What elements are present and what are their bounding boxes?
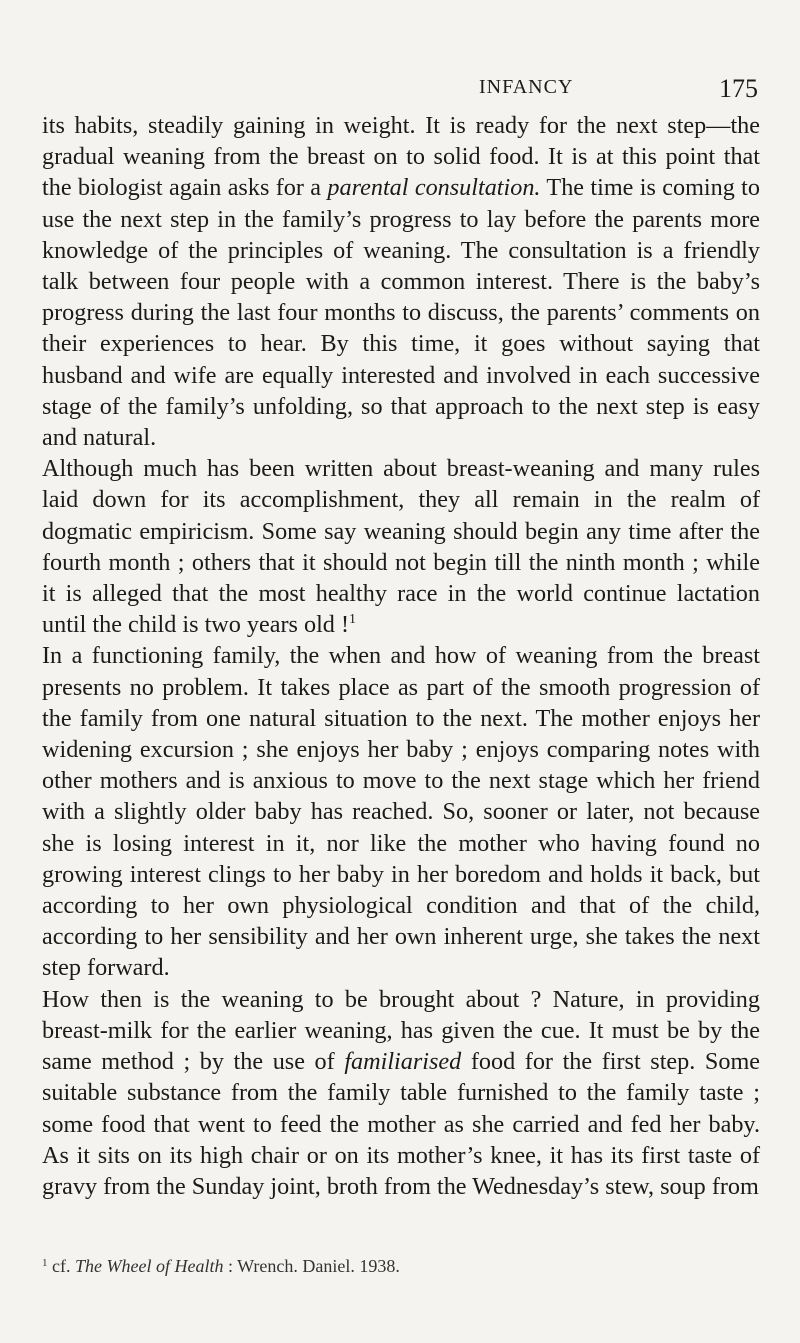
paragraph-text: In a functioning family, the when and how of weaning from the breast presents no problem. It takes place as part of the smooth progression of the family from one natural situation to the next. The mother enjoys her widening excursion ; she enjoys her baby ; enjoys comparing notes with other mothers and is anxious to move to the next stage which her friend with a slightly older baby has reached. So, sooner or later, not because she is losing interest in it, nor like the mother who having found no growing interest clings to her baby in her boredom and holds it back, but according to her own physiological condition and that of the child, according to her sensibility and her own inherent urge, she takes the next step forward. (42, 642, 760, 982)
footnote-reference: 1 (349, 612, 356, 628)
running-head: INFANCY (479, 76, 574, 98)
footnote-marker: 1 (42, 1257, 48, 1269)
paragraph-1 (42, 110, 760, 453)
footnote-title: The Wheel of Health (74, 1256, 224, 1276)
footnote-suffix: : Wrench. Daniel. 1938. (223, 1256, 400, 1276)
emphasis-text: familiarised (344, 1048, 462, 1076)
paragraph-text: How then is the weaning to be brought about ? Nature, in providing breast-milk for the earlier weaning, has given the cue. It must be by the same method ; by the use of (42, 985, 760, 1076)
paragraph-text: The time is coming to use the next step in the family’s progress to lay before the parents more knowledge of the principles of weaning. The consultation is a friendly talk between four people with a common interest. There is the baby’s progress during the last four months to discuss, the parents’ comments on their experiences to hear. By this time, it goes without saying that husband and wife are equally interested and involved in each successive stage of the family’s unfolding, so that approach to the next step is easy and natural. (42, 174, 760, 452)
paragraph-text: its habits, steadily gaining in weight. It is ready for the next step—the gradual weaning from the breast on to solid food. It is at this point that the biologist again asks for a (42, 112, 760, 202)
emphasis-text: parental consultation. (327, 174, 541, 202)
paragraph-text: food for the first step. Some suitable substance from the family table furnished to the family taste ; some food that went to feed the mother as she carried and fed her baby. As it sits on its high chair or on its mother’s knee, it has its first taste of gravy from the Sunday joint, broth from the Wednesday’s stew, soup from (42, 1048, 760, 1200)
footnote-prefix: cf. (52, 1256, 75, 1276)
page-header (109, 74, 758, 104)
footnote (42, 1255, 760, 1277)
paragraph-text: Although much has been written about breast-weaning and many rules laid down for its accomplishment, they all remain in the realm of dogmatic empiricism. Some say weaning should begin any time after the fourth month ; others that it should not begin till the ninth month ; while it is alleged that the most healthy race in the world continue lactation until the child is two years old ! (42, 455, 760, 639)
paragraph-3 (42, 640, 760, 983)
page-number: 175 (719, 74, 758, 103)
paragraph-2 (42, 453, 760, 640)
body-text (42, 110, 760, 1202)
paragraph-4 (42, 984, 760, 1202)
